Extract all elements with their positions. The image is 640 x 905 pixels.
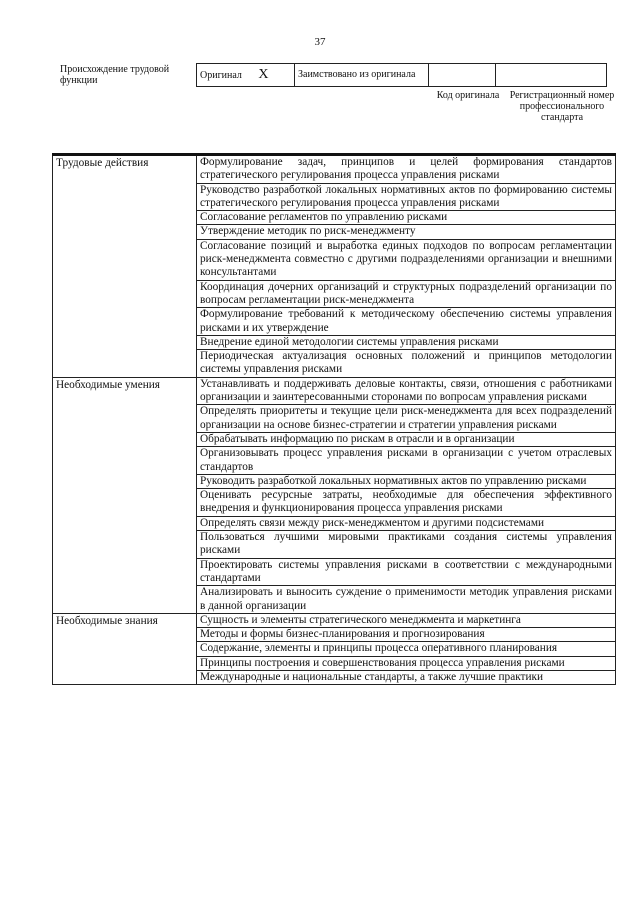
borrowed-cell: Заимствовано из оригинала (295, 64, 429, 87)
section-item: Проектировать системы управления рисками в соответствии с международными стандартами (197, 558, 616, 586)
section-item: Определять связи между риск-менеджментом и другими подсистемами (197, 516, 616, 530)
section-item: Периодическая актуализация основных положений и принципов методологии системы управления рисками (197, 350, 616, 378)
function-table (52, 153, 616, 685)
section-title: Трудовые действия (53, 155, 197, 378)
page-number: 37 (314, 36, 326, 48)
code-cell (429, 64, 496, 87)
section-item: Внедрение единой методологии системы управления рисками (197, 335, 616, 349)
original-mark: X (258, 66, 269, 82)
section-item: Координация дочерних организаций и структурных подразделений организации по вопросам регламентации риск-менеджмента (197, 280, 616, 308)
section-title: Необходимые умения (53, 377, 197, 613)
original-label: Оригинал (200, 69, 242, 81)
section-title: Необходимые знания (53, 613, 197, 684)
section-item: Руководство разработкой локальных нормативных актов по формированию системы стратегического регулирования процесса управления рисками (197, 183, 616, 211)
reg-caption: Регистрационный номер профессионального стандарта (509, 90, 615, 123)
table-row (53, 155, 616, 184)
section-item: Оценивать ресурсные затраты, необходимые для обеспечения эффективного внедрения и функционирования процесса управления рисками (197, 489, 616, 517)
section-item: Принципы построения и совершенствования процесса управления рисками (197, 656, 616, 670)
section-item: Сущность и элементы стратегического менеджмента и маркетинга (197, 613, 616, 627)
section-item: Формулирование задач, принципов и целей формирования стандартов стратегического регулирования процесса управления рисками (197, 155, 616, 184)
section-item: Анализировать и выносить суждение о применимости методик управления рисками в данной организации (197, 586, 616, 614)
code-caption: Код оригинала (436, 90, 500, 101)
section-item: Определять приоритеты и текущие цели риск-менеджмента для всех подразделений организации на основе бизнес-стратегии и стратегии управления рисками (197, 405, 616, 433)
section-item: Согласование позиций и выработка единых подходов по вопросам регламентации риск-менеджмента совместно с другими подразделениями организации и внешними консультантами (197, 239, 616, 280)
section-item: Руководить разработкой локальных нормативных актов по управлению рисками (197, 474, 616, 488)
section-item: Согласование регламентов по управлению рисками (197, 211, 616, 225)
section-item: Пользоваться лучшими мировыми практиками создания системы управления рисками (197, 531, 616, 559)
section-item: Обрабатывать информацию по рискам в отрасли и в организации (197, 432, 616, 446)
section-item: Утверждение методик по риск-менеджменту (197, 225, 616, 239)
section-item: Организовывать процесс управления рисками в организации с учетом отраслевых стандартов (197, 447, 616, 475)
section-item: Содержание, элементы и принципы процесса оперативного планирования (197, 642, 616, 656)
reg-number-cell (496, 64, 607, 87)
table-row (53, 613, 616, 627)
original-cell (197, 64, 295, 87)
origin-label: Происхождение трудовой функции (60, 64, 170, 86)
origin-table (196, 63, 607, 87)
section-item: Формулирование требований к методическому обеспечению системы управления рисками и их утверждение (197, 308, 616, 336)
section-item: Устанавливать и поддерживать деловые контакты, связи, отношения с работниками организации и заинтересованными сторонами по вопросам управления рисками (197, 377, 616, 405)
section-item: Международные и национальные стандарты, а также лучшие практики (197, 670, 616, 684)
section-item: Методы и формы бизнес-планирования и прогнозирования (197, 628, 616, 642)
table-row (53, 377, 616, 405)
